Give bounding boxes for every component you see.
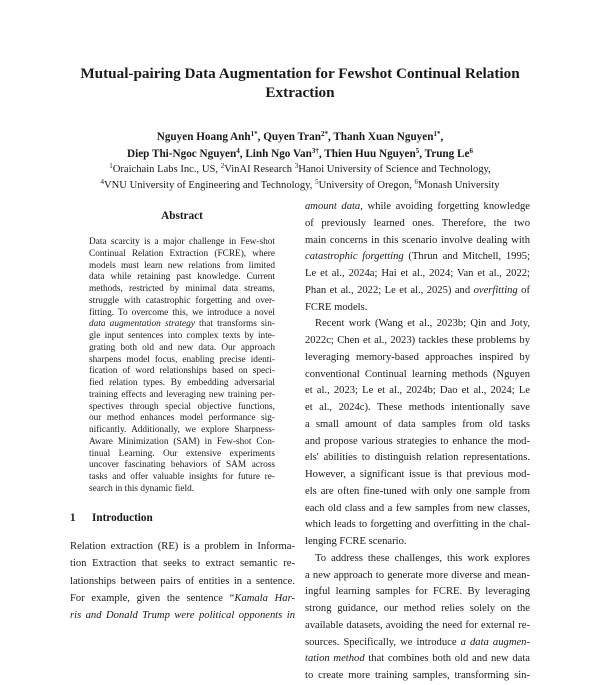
text-segment: fitting. To overcome this, we introduce a novel bbox=[89, 307, 275, 318]
affiliation-name: University of Oregon, bbox=[318, 180, 412, 191]
text-segment: models must learn new relations from limited bbox=[89, 260, 275, 271]
text-line bbox=[89, 402, 275, 414]
text-line bbox=[70, 590, 295, 607]
text-segment: leveraging memory-based approaches inspired by bbox=[305, 351, 530, 363]
text-line bbox=[89, 261, 275, 273]
text-line bbox=[89, 296, 275, 308]
text-segment: strong guidance, our method relies solely on the bbox=[305, 603, 530, 614]
text-line bbox=[89, 484, 275, 496]
text-segment: Data scarcity is a major challenge in Few-shot bbox=[89, 237, 275, 247]
text-line bbox=[89, 366, 275, 378]
italic-text: amount data bbox=[305, 201, 361, 212]
text-segment: tasks and offer valuable insights for future re- bbox=[89, 472, 275, 482]
text-segment: Continual Relation Extraction (FCRE), where bbox=[89, 248, 275, 259]
text-line bbox=[305, 651, 530, 668]
text-line bbox=[70, 555, 295, 572]
text-line bbox=[305, 618, 530, 635]
text-line bbox=[89, 437, 275, 449]
text-segment: els are often fine-tuned with only one sample from bbox=[305, 485, 530, 497]
text-segment: Le et al., 2024a; Hai et al., 2024; Van et al., 2022; bbox=[305, 268, 530, 279]
italic-text: catastrophic forgetting bbox=[305, 251, 404, 263]
text-segment: gle input sentences into complex texts by inte- bbox=[89, 331, 275, 341]
text-segment: training effects and leveraging new training per- bbox=[89, 389, 275, 400]
paper-title bbox=[40, 64, 560, 102]
text-line bbox=[305, 333, 530, 350]
affiliation-line bbox=[30, 162, 570, 178]
text-segment: lationships between pairs of entities in a sentence. bbox=[70, 575, 295, 587]
text-line bbox=[70, 573, 295, 590]
text-line bbox=[305, 668, 530, 685]
text-segment: spectives through special objective functions, bbox=[89, 401, 275, 412]
text-line bbox=[305, 584, 530, 601]
text-line bbox=[305, 467, 530, 484]
text-line bbox=[89, 378, 275, 390]
text-segment: To address these challenges, this work explores bbox=[315, 552, 530, 564]
text-line bbox=[305, 316, 530, 333]
text-line bbox=[305, 350, 530, 367]
text-line bbox=[89, 237, 275, 249]
text-segment: 2022c; Chen et al., 2023) tackles these problems by bbox=[305, 335, 530, 346]
text-segment: our method enhances model performance sig- bbox=[89, 413, 275, 424]
text-line bbox=[89, 249, 275, 261]
text-line bbox=[305, 383, 530, 400]
text-line bbox=[89, 460, 275, 472]
author-name: Nguyen Hoang Anh bbox=[156, 131, 251, 143]
text-line bbox=[305, 534, 530, 551]
right-column-body bbox=[305, 199, 530, 685]
affiliation-name: Oraichain Labs Inc., US, bbox=[112, 164, 219, 175]
text-segment: conventional Continual learning methods (Nguyen bbox=[305, 368, 530, 380]
affiliation-name: VNU University of Engineering and Technology, bbox=[103, 180, 313, 191]
section-number: 1 bbox=[70, 512, 76, 524]
text-segment: Recent work (Wang et al., 2023b; Qin and Joty, bbox=[315, 318, 530, 330]
text-segment: that combines both old and new data bbox=[364, 653, 530, 665]
text-segment: of previously learned ones. Therefore, the two bbox=[305, 217, 530, 229]
text-line bbox=[305, 400, 530, 417]
text-segment: fication of word relationships based on speci- bbox=[89, 366, 275, 377]
text-segment: tinual Learning. Our extensive experiments bbox=[89, 448, 275, 459]
title-line: Extraction bbox=[265, 84, 335, 101]
text-line bbox=[305, 568, 530, 585]
text-line bbox=[305, 635, 530, 652]
affiliation-name: Monash University bbox=[418, 180, 500, 191]
text-segment: each old class and a few samples from new classes, bbox=[305, 502, 530, 514]
author-name: Thanh Xuan Nguyen bbox=[333, 131, 434, 143]
text-line bbox=[89, 331, 275, 343]
author-affiliation-mark: 6 bbox=[469, 147, 473, 155]
text-line bbox=[89, 272, 275, 284]
author-affiliation-mark: 1* bbox=[250, 130, 258, 138]
affiliation-mark: 2 bbox=[220, 162, 225, 170]
text-segment: uncover fascinating behaviors of SAM across bbox=[89, 460, 275, 471]
text-segment: els' abilities to distinguish relation representations. bbox=[305, 452, 530, 464]
text-segment: sharpens model focus, enabling precise identi- bbox=[89, 354, 275, 365]
text-line bbox=[89, 308, 275, 320]
text-line bbox=[305, 551, 530, 568]
text-line bbox=[305, 199, 530, 216]
text-segment: methods, restricted by minimal data streams, bbox=[89, 284, 275, 294]
author-affiliation-mark: 4 bbox=[236, 147, 240, 155]
text-segment: of bbox=[517, 284, 530, 296]
affiliation-mark: 4 bbox=[100, 178, 104, 186]
text-line bbox=[305, 517, 530, 534]
text-line bbox=[70, 538, 295, 555]
text-line bbox=[305, 266, 530, 283]
text-line bbox=[305, 501, 530, 518]
author-list bbox=[40, 129, 560, 163]
text-line bbox=[89, 284, 275, 296]
italic-text: tation method bbox=[305, 653, 365, 665]
text-segment: a new approach to generate more diverse and mean- bbox=[305, 569, 530, 581]
text-segment: which leads to forgetting and overfitting in the chal- bbox=[305, 519, 530, 531]
text-line bbox=[305, 249, 530, 266]
text-line bbox=[89, 413, 275, 425]
affiliation-name: Hanoi University of Science and Technology, bbox=[298, 164, 491, 175]
text-line bbox=[305, 300, 530, 317]
text-segment: struggle with catastrophic forgetting and over- bbox=[89, 295, 275, 306]
affiliation-line bbox=[30, 178, 570, 194]
author-name: Trung Le bbox=[424, 148, 470, 160]
introduction-body bbox=[70, 538, 295, 624]
author-name: Quyen Tran bbox=[263, 131, 321, 143]
author-affiliation-mark: 5 bbox=[415, 147, 420, 155]
text-line bbox=[89, 425, 275, 437]
text-segment: that transforms sin- bbox=[194, 319, 275, 330]
text-segment: et al., 2024c). These methods intentionally save bbox=[305, 402, 530, 413]
italic-text: data augmentation strategy bbox=[89, 319, 195, 330]
text-line bbox=[89, 343, 275, 355]
text-segment: lenging FCRE scenario. bbox=[305, 536, 407, 547]
text-segment: (Thrun and Mitchell, 1995; bbox=[403, 251, 530, 263]
text-segment: search in this dynamic field. bbox=[89, 483, 195, 494]
text-segment: grating both old and new data. Our approach bbox=[89, 342, 275, 353]
author-name: Thien Huu Nguyen bbox=[324, 148, 416, 160]
section-title: Introduction bbox=[92, 512, 153, 524]
text-segment: nificantly. Additionally, we explore Sharpness- bbox=[89, 425, 275, 435]
text-segment: For example, given the sentence “ bbox=[70, 592, 235, 604]
text-segment: fied relation types. By embedding adversarial bbox=[89, 378, 275, 388]
italic-text: a data augmen- bbox=[460, 636, 530, 648]
italic-text: ris and Donald Trump bbox=[70, 610, 170, 622]
text-segment: ingful learning samples for FCRE. By leveraging bbox=[305, 586, 530, 598]
affiliation-mark: 1 bbox=[109, 162, 113, 170]
text-segment: However, a significant issue is that previous mod- bbox=[305, 469, 530, 480]
section-heading bbox=[70, 512, 153, 524]
text-segment: FCRE models. bbox=[305, 301, 368, 313]
abstract-body bbox=[89, 237, 275, 496]
text-line bbox=[305, 283, 530, 300]
text-segment: data while retaining past knowledge. Current bbox=[89, 272, 275, 283]
affiliation-mark: 6 bbox=[414, 178, 418, 186]
affiliations bbox=[30, 162, 570, 194]
text-line bbox=[305, 484, 530, 501]
author-affiliation-mark: 1* bbox=[433, 130, 441, 138]
text-segment: a small amount of data samples from old tasks bbox=[305, 418, 530, 430]
italic-text: Kamala Har- bbox=[234, 592, 296, 604]
text-segment: , while avoiding forgetting knowledge bbox=[360, 201, 531, 212]
text-segment: and propose various strategies to enhance the mod- bbox=[305, 435, 530, 447]
author-affiliation-mark: 3† bbox=[311, 147, 319, 155]
text-line bbox=[89, 319, 275, 331]
text-segment: to create more training samples, transforming sin- bbox=[305, 670, 530, 681]
text-segment: Relation extraction (RE) is a problem in Informa- bbox=[70, 541, 295, 552]
affiliation-mark: 3 bbox=[294, 162, 299, 170]
abstract-heading: Abstract bbox=[161, 210, 203, 222]
italic-text: were political opponents in bbox=[174, 610, 295, 622]
text-line bbox=[70, 607, 295, 624]
text-segment: Aware Minimization (SAM) in Few-shot Con- bbox=[89, 436, 275, 447]
text-line bbox=[305, 367, 530, 384]
text-line bbox=[89, 449, 275, 461]
text-line bbox=[305, 601, 530, 618]
text-line bbox=[89, 390, 275, 402]
author-line: Nguyen Hoang Anh$^{1*}$, Quyen Tran$^{2*}$, Thanh Xuan Nguyen$^{1*}$, bbox=[156, 130, 444, 143]
text-segment: Phan et al., 2022; Le et al., 2025) and bbox=[305, 284, 474, 296]
affiliation-name: VinAI Research bbox=[224, 164, 293, 175]
text-line bbox=[89, 355, 275, 367]
text-segment: sources. Specifically, we introduce bbox=[305, 636, 461, 648]
author-line: Diep Thi-Ngoc Nguyen$^4$, Linh Ngo Van$^{3\dagger}$, Thien Huu Nguyen$^5$, Trung Le$^6$ bbox=[127, 147, 473, 160]
text-segment: tion Extraction that seeks to extract semantic re- bbox=[70, 558, 295, 570]
author-name: Diep Thi-Ngoc Nguyen bbox=[127, 148, 237, 160]
text-line bbox=[305, 450, 530, 467]
text-line bbox=[305, 417, 530, 434]
title-line: Mutual-pairing Data Augmentation for Fewshot Continual Relation bbox=[80, 65, 520, 82]
author-name: Linh Ngo Van bbox=[245, 148, 312, 160]
text-line bbox=[89, 472, 275, 484]
text-line bbox=[305, 434, 530, 451]
text-line bbox=[305, 216, 530, 233]
author-affiliation-mark: 2* bbox=[320, 130, 328, 138]
text-segment: available datasets, avoiding the need for external re- bbox=[305, 619, 530, 631]
affiliation-mark: 5 bbox=[315, 178, 319, 186]
italic-text: overfitting bbox=[473, 284, 518, 296]
text-line bbox=[305, 233, 530, 250]
text-segment: main concerns in this scenario involve dealing with bbox=[305, 234, 530, 246]
text-segment: et al., 2023; Le et al., 2024b; Dao et al., 2024; Le bbox=[305, 385, 530, 397]
